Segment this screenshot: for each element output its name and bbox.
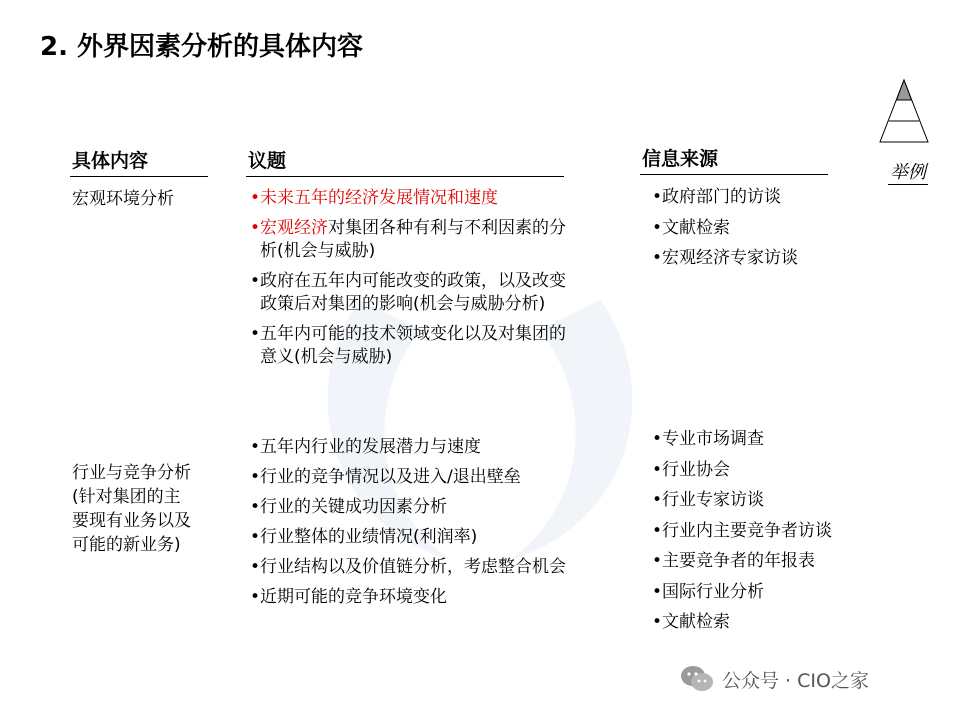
footer-watermark: [680, 665, 869, 693]
source-item: •专业市场调查: [652, 429, 765, 449]
source-item: •文献检索: [652, 217, 731, 238]
source-item: •宏观经济专家访谈: [652, 248, 799, 268]
topic-item: •行业的关键成功因素分析: [250, 497, 448, 517]
source-item: •政府部门的访谈: [652, 187, 782, 207]
row1-content: 宏观环境分析: [72, 189, 174, 209]
source-item: •文献检索: [652, 612, 731, 632]
source-item: •主要竞争者的年报表: [652, 551, 816, 571]
row2-topics: [250, 436, 610, 616]
topic-item: •行业整体的业绩情况(利润率): [250, 527, 478, 547]
header-topic: 议题: [248, 150, 287, 172]
topic-item: •未来五年的经济发展情况和速度: [250, 188, 499, 208]
topic-item: •行业的竞争情况以及进入/退出壁垒: [250, 467, 521, 487]
header-source: 信息来源: [642, 148, 719, 170]
pyramid-icon: [878, 78, 930, 144]
row1-topics: [250, 187, 600, 376]
topic-item: •宏观经济对集团各种有利与不利因素的分 析(机会与威胁): [250, 218, 567, 261]
example-label: 举例: [890, 162, 926, 183]
topic-item: •近期可能的竞争环境变化: [250, 587, 448, 607]
topic-item: •五年内可能的技术领域变化以及对集团的 意义(机会与威胁): [250, 324, 567, 367]
wechat-icon: [680, 665, 714, 693]
source-item: •国际行业分析: [652, 581, 765, 602]
header-content-rule: [70, 176, 208, 177]
header-source-rule: [640, 174, 828, 175]
footer-text: 公众号 · CIO之家: [722, 669, 869, 692]
topic-item: •政府在五年内可能改变的政策，以及改变 政策后对集团的影响(机会与威胁分析): [250, 271, 567, 314]
source-item: •行业内主要竞争者访谈: [652, 520, 833, 541]
row1-sources: [652, 185, 798, 277]
source-item: •行业专家访谈: [652, 490, 765, 510]
topic-item: •行业结构以及价值链分析，考虑整合机会: [250, 557, 567, 577]
topic-item: •五年内行业的发展潜力与速度: [250, 437, 482, 457]
header-content: 具体内容: [72, 150, 149, 172]
page-title: 2. 外界因素分析的具体内容: [40, 32, 364, 62]
source-item: •行业协会: [652, 459, 731, 480]
header-topic-rule: [246, 176, 564, 177]
row2-content: 行业与竞争分析 (针对集团的主 要现有业务以及 可能的新业务): [72, 463, 191, 555]
row2-sources: [652, 427, 832, 641]
